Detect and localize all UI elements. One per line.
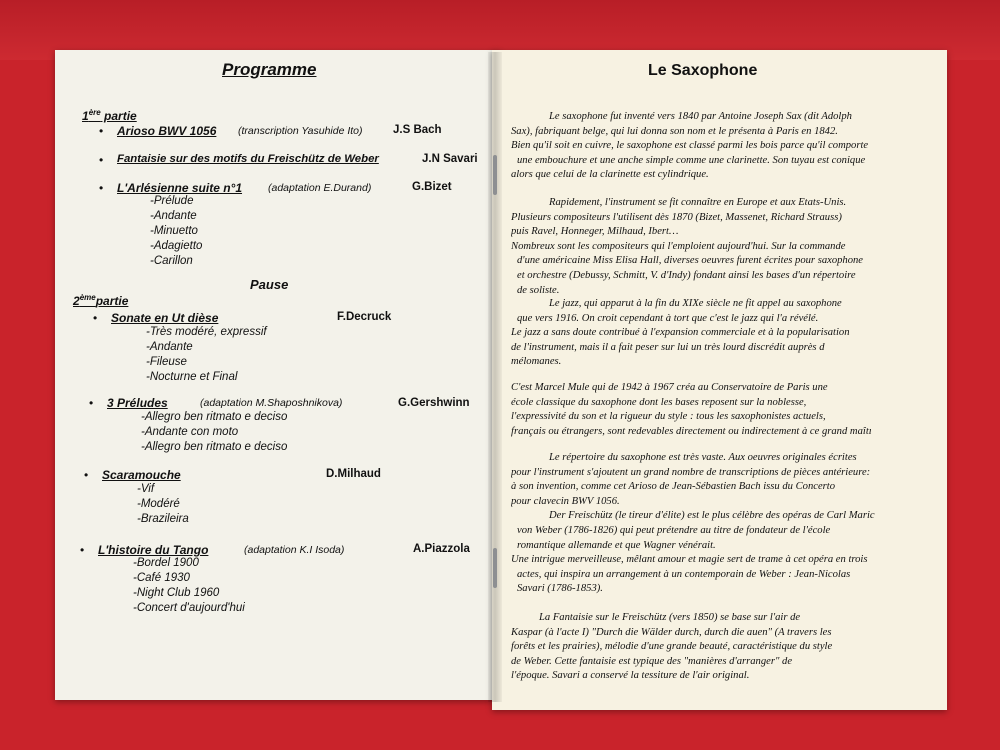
part-2-label: 2èmepartie (73, 293, 129, 308)
bullet: • (99, 153, 104, 167)
paragraph-marcel-mule (511, 381, 936, 439)
text-line: école classique du saxophone dont les bases reposent sur la noblesse, (511, 396, 807, 408)
text-line: C'est Marcel Mule qui de 1942 à 1967 créa au Conservatoire de Paris une (511, 382, 828, 393)
bullet: • (80, 543, 85, 557)
paragraph-jazz (511, 297, 936, 370)
movement: -Carillon (150, 255, 193, 267)
bullet: • (99, 181, 104, 195)
movement: -Allegro ben ritmato e deciso (141, 441, 288, 453)
paragraph-history (511, 196, 936, 298)
text-line: von Weber (1786-1826) qui peut prétendre au titre de fondateur de l'école (517, 524, 831, 536)
text-line: actes, qui inspira un arrangement à un contemporain de Weber : Jean-Nicolas (517, 568, 851, 580)
text-line: Le saxophone fut inventé vers 1840 par Antoine Joseph Sax (dit Adolph (549, 111, 852, 122)
text-line: de Weber. Cette fantaisie est typique des "manières d'arranger" de (511, 655, 793, 667)
text-line: forêts et les prairies), mélodie d'une grande beauté, caractéristique du style (511, 641, 833, 653)
bullet: • (89, 396, 94, 410)
text-line: Nombreux sont les compositeurs qui l'emploient aujourd'hui. Sur la commande (511, 240, 846, 252)
movement: -Vif (137, 483, 155, 495)
movement: -Night Club 1960 (133, 587, 220, 599)
text-line: La Fantaisie sur le Freischütz (vers 1850) se base sur l'air de (539, 612, 801, 623)
work-title: L'Arlésienne suite n°1 (117, 181, 243, 195)
booklet-fold (488, 52, 502, 702)
text-line: français ou étrangers, sont redevables directement ou indirectement à ce grand maîtı (511, 425, 872, 437)
movement: -Andante (150, 210, 197, 222)
movement: -Concert d'aujourd'hui (133, 602, 245, 614)
movement: -Café 1930 (133, 572, 190, 584)
work-arrangement: (transcription Yasuhide Ito) (238, 125, 363, 137)
movement-list (137, 482, 189, 527)
text-line: Savari (1786-1853). (517, 583, 603, 595)
text-line: Sax), fabriquant belge, qui lui donna son nom et le présenta à Paris en 1842. (511, 125, 838, 137)
text-line: une embouchure et une anche simple comme une clarinette. Son tuyau est conique (517, 154, 866, 166)
movement: -Brazileira (137, 513, 189, 525)
work-title: Sonate en Ut dièse (111, 311, 219, 325)
movement: -Bordel 1900 (133, 557, 199, 569)
text-line: et orchestre (Debussy, Schmitt, V. d'Indy) fondant ainsi les bases d'un répertoire (517, 269, 856, 281)
bullet: • (93, 311, 98, 325)
work-composer: G.Bizet (412, 181, 452, 193)
staple-bottom (493, 548, 497, 588)
work-title: 3 Préludes (107, 396, 168, 410)
bullet: • (99, 124, 104, 138)
work-composer: G.Gershwinn (398, 397, 470, 409)
work-arrangement: (adaptation E.Durand) (268, 182, 372, 194)
paragraph-fantaisie (511, 611, 936, 684)
work-title: L'histoire du Tango (98, 543, 209, 557)
text-line: Le répertoire du saxophone est très vaste. Aux oeuvres originales écrites (549, 452, 857, 463)
text-line: l'expressivité du son et la rigueur du style : tous les saxophonistes actuels, (511, 411, 826, 423)
text-line: puis Ravel, Honneger, Milhaud, Ibert… (511, 226, 679, 238)
movement: -Minuetto (150, 225, 198, 237)
movement-list (150, 194, 202, 269)
text-line: Une intrigue merveilleuse, mêlant amour et magie sert de trame à cet opéra en trois (511, 554, 868, 566)
work-arrangement: (adaptation M.Shaposhnikova) (200, 397, 343, 409)
text-line: alors que celui de la clarinette est cylindrique. (511, 169, 709, 181)
text-line: de l'instrument, mais il a fait peser sur lui un très lourd discrédit auprès d (511, 341, 825, 353)
work-composer: A.Piazzola (413, 543, 470, 555)
pause-label: Pause (250, 277, 289, 292)
movement-list (146, 325, 267, 385)
movement: -Andante (146, 341, 193, 353)
movement: -Nocturne et Final (146, 371, 238, 383)
movement: -Prélude (150, 195, 194, 207)
movement-list (133, 556, 245, 616)
text-line: pour clavecin BWV 1056. (511, 495, 620, 507)
staple-top (493, 155, 497, 195)
movement: -Andante con moto (141, 426, 239, 438)
work-composer: F.Decruck (337, 311, 392, 323)
text-line: d'une américaine Miss Elisa Hall, diverses oeuvres furent écrites pour saxophone (517, 255, 864, 267)
movement: -Adagietto (150, 240, 203, 252)
programme-title: Programme (222, 60, 317, 79)
saxophone-title: Le Saxophone (648, 62, 758, 79)
movement: -Très modéré, expressif (146, 326, 267, 338)
text-line: Rapidement, l'instrument se fit connaître en Europe et aux Etats-Unis. (549, 197, 847, 208)
text-line: romantique allemande et que Wagner vénérait. (517, 539, 716, 551)
work-composer: D.Milhaud (326, 468, 381, 480)
work-title: Arioso BWV 1056 (117, 124, 217, 138)
text-line: Bien qu'il soit en cuivre, le saxophone est classé parmi les bois parce qu'il comporte (511, 140, 869, 152)
work-title: Fantaisie sur des motifs du Freischütz de Weber (117, 153, 379, 165)
movement: -Modéré (137, 498, 180, 510)
text-line: que vers 1916. On croit cependant à tort que c'est le jazz qui l'a révélé. (517, 312, 819, 324)
text-line: mélomanes. (511, 356, 562, 368)
programme-page (55, 50, 500, 700)
text-line: Kaspar (à l'acte I) "Durch die Wälder durch, durch die auen" (A travers les (511, 626, 832, 638)
paragraph-invention (511, 110, 936, 183)
text-line: pour l'instrument s'ajoutent un grand nombre de transcriptions de pièces antérieure: (511, 466, 871, 478)
movement: -Allegro ben ritmato e deciso (141, 411, 288, 423)
text-line: Der Freischütz (le tireur d'élite) est le plus célèbre des opéras de Carl Maric (549, 510, 875, 522)
work-arrangement: (adaptation K.I Isoda) (244, 544, 345, 556)
text-line: à son invention, comme cet Arioso de Jean-Sébastien Bach issu du Concerto (511, 481, 836, 493)
part-1-label: 1ère partie (82, 108, 137, 123)
paragraph-repertoire (511, 451, 936, 597)
movement: -Fileuse (146, 356, 187, 368)
movement-list (141, 410, 287, 455)
text-line: de soliste. (517, 284, 560, 296)
work-composer: J.S Bach (393, 124, 442, 136)
bullet: • (84, 468, 89, 482)
text-line: Le jazz, qui apparut à la fin du XIXe siècle ne fit appel au saxophone (549, 298, 842, 309)
work-composer: J.N Savari (422, 153, 478, 165)
work-title: Scaramouche (102, 468, 181, 482)
text-line: l'époque. Savari a conservé la tessiture de l'air original. (511, 670, 750, 682)
text-line: Plusieurs compositeurs l'utilisent dès 1870 (Bizet, Massenet, Richard Strauss) (511, 211, 842, 223)
text-line: Le jazz a sans doute contribué à l'expansion commerciale et à la popularisation (511, 327, 850, 339)
